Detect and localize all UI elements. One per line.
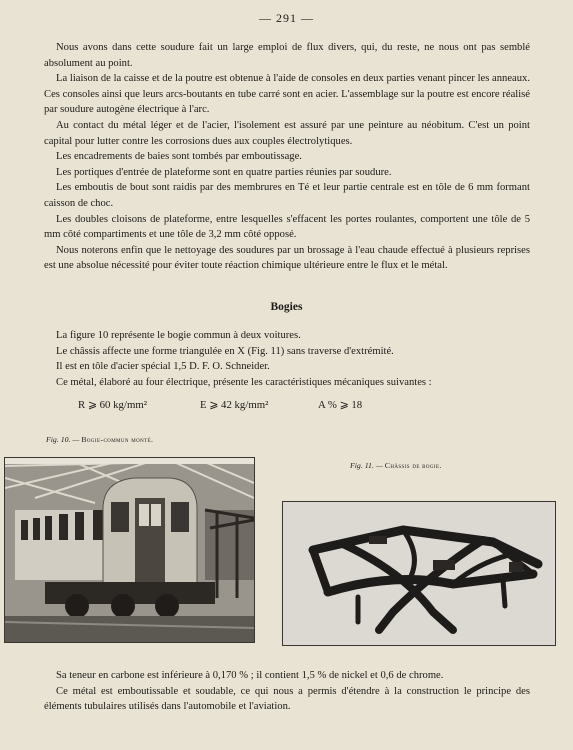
paragraph: La liaison de la caisse et de la poutre est obtenue à l'aide de consoles en deux parties venant pincer les anneaux. Ces consoles ainsi que leurs arcs-boutants en tube carré sont en acier. L'assemblage sur la poutre est encore réalisé par soudure autogène électrique à l'arc.: [44, 73, 530, 116]
figure-10-number: Fig. 10. —: [46, 435, 82, 444]
body-text-bottom: [44, 668, 530, 715]
figure-11-photo: [282, 501, 556, 646]
paragraph: Les doubles cloisons de plateforme, entre lesquelles s'effacent les portes roulantes, comportent une tôle de 5 mm côté compartiments et une tôle de 3,2 mm côté opposé.: [44, 213, 530, 241]
paragraph: Les portiques d'entrée de plateforme sont en quatre parties réunies par soudure.: [56, 166, 392, 178]
page-number: — 291 —: [259, 11, 314, 25]
paragraph: Nous avons dans cette soudure fait un large emploi de flux divers, qui, du reste, ne nous ont pas semblé absolument au point.: [44, 42, 530, 69]
figure-11-number: Fig. 11. —: [350, 461, 385, 470]
formula-a: A % ⩾ 18: [318, 399, 363, 411]
paragraph: Il est en tôle d'acier spécial 1,5 D. F. O. Schneider.: [56, 361, 270, 373]
figure-11-title: Châssis de bogie.: [384, 461, 442, 470]
section-heading-bogies: Bogies: [270, 301, 303, 313]
paragraph: Les emboutis de bout sont raidis par des membrures en Té et leur partie centrale est en tôle de 6 mm formant caisson de choc.: [44, 182, 530, 209]
formula-e: E ⩾ 42 kg/mm²: [200, 399, 269, 411]
paragraph: Nous noterons enfin que le nettoyage des soudures par un brossage à l'eau chaude effectué à plusieurs reprises est une absolue nécessité pour éviter toute réaction chimique ultérieure entre le flux et le métal.: [44, 244, 530, 272]
paragraph: Sa teneur en carbone est inférieure à 0,170 % ; il contient 1,5 % de nickel et 0,6 de chrome.: [56, 670, 444, 681]
figure-10-photo: [4, 457, 255, 643]
paragraph: Le châssis affecte une forme triangulée en X (Fig. 11) sans traverse d'extrémité.: [56, 345, 394, 357]
figure-11-caption: [350, 461, 442, 470]
paragraph: Ce métal est emboutissable et soudable, ce qui nous a permis d'étendre à la construction le principe des éléments tubulaires utilisés dans l'automobile et l'aviation.: [44, 685, 530, 713]
figure-10-caption: [46, 435, 153, 444]
body-text-bogies: [44, 328, 530, 390]
figure-10-title: Bogie-commun monté.: [81, 435, 154, 444]
paragraph: Les encadrements de baies sont tombés par emboutissage.: [56, 151, 302, 163]
body-text-top: [44, 40, 530, 274]
paragraph: Ce métal, élaboré au four électrique, présente les caractéristiques mécaniques suivantes :: [56, 376, 432, 388]
formula-r: R ⩾ 60 kg/mm²: [78, 399, 147, 411]
paragraph: Au contact du métal léger et de l'acier, l'isolement est assuré par une peinture au néobitum. C'est un point capital pour lutter contre les corrosions dues aux couples électrolytiques.: [44, 119, 530, 147]
paragraph: La figure 10 représente le bogie commun à deux voitures.: [56, 330, 301, 341]
